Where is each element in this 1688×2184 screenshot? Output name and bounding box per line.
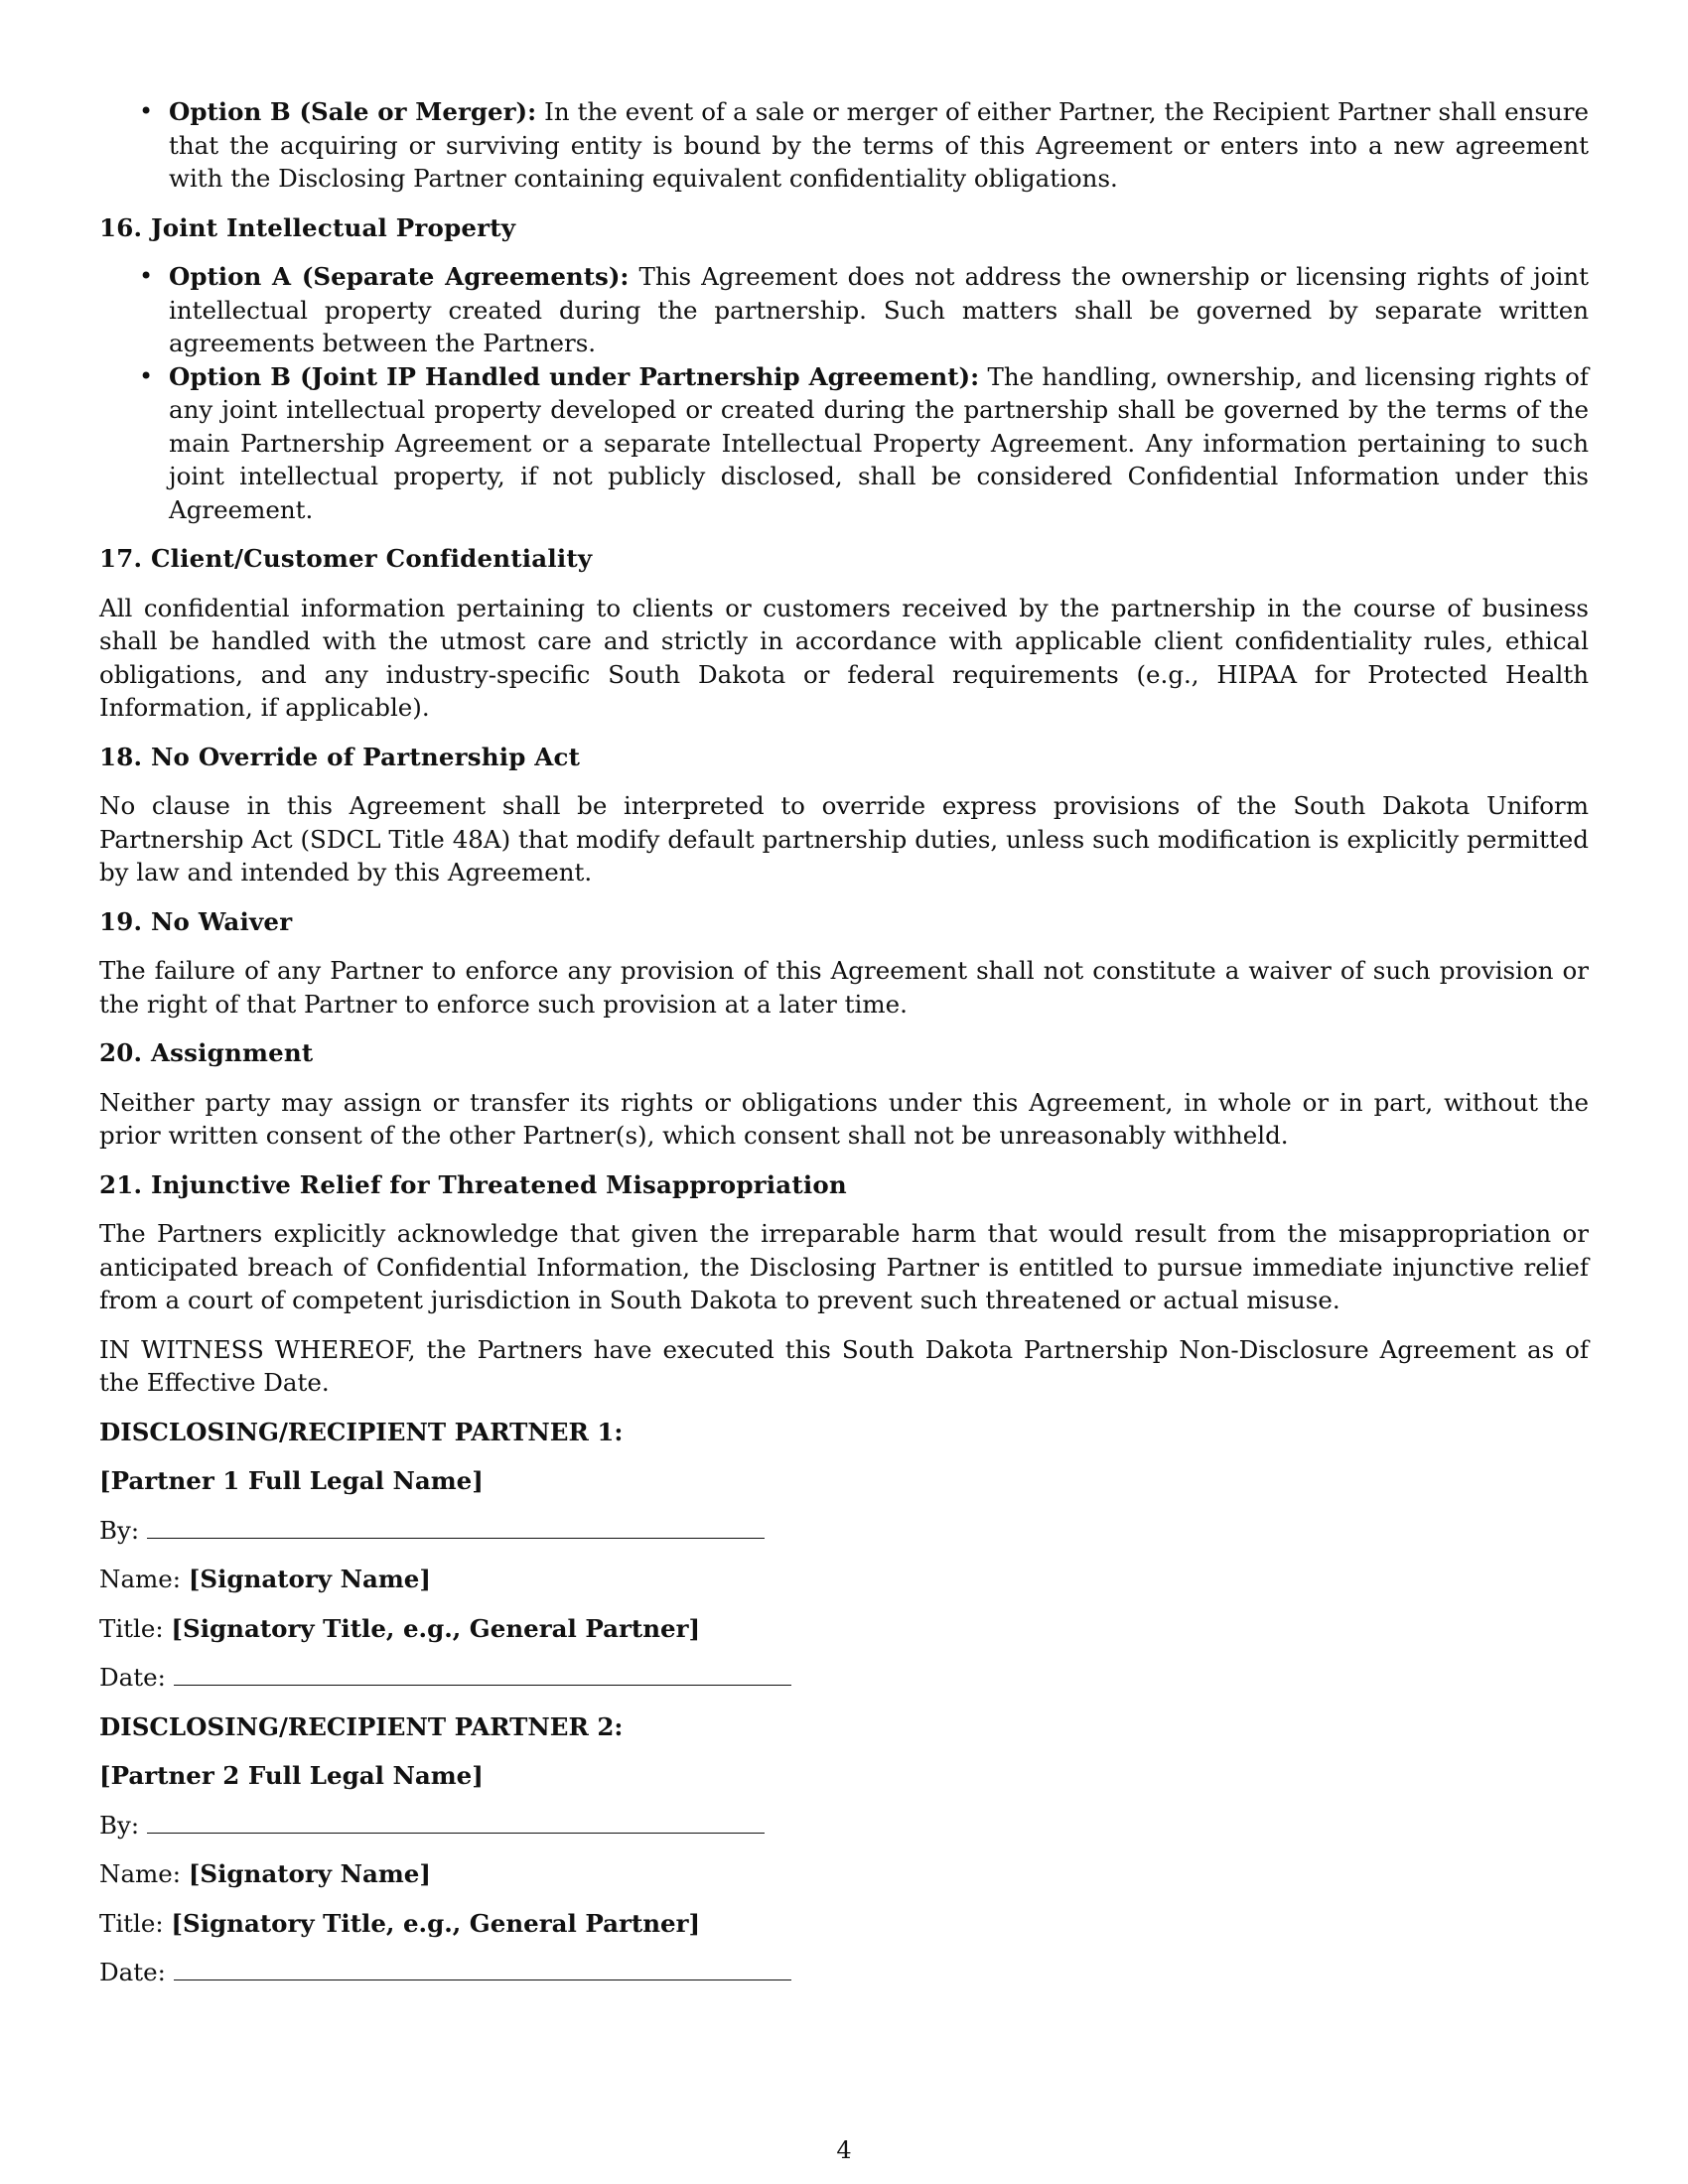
section-20-heading: 20. Assignment <box>99 1038 314 1067</box>
signature-line[interactable] <box>147 1832 765 1834</box>
section-17-heading: 17. Client/Customer Confidentiality <box>99 544 593 573</box>
name-label: Name: <box>99 1565 182 1593</box>
party-name: [Partner 2 Full Legal Name] <box>99 1761 484 1790</box>
name-value: [Signatory Name] <box>188 1859 431 1888</box>
option-label: Option B (Joint IP Handled under Partnership Agreement): <box>169 361 980 391</box>
name-line <box>99 1563 1589 1596</box>
document-page <box>99 95 1589 2005</box>
section-15-options <box>99 95 1589 196</box>
section-16-option-b <box>99 360 1589 527</box>
date-line <box>99 1956 1589 1989</box>
option-text: In the event of a sale or merger of either Partner, the Recipient Partner shall ensure that the acquiring or surviving entity is bound by the terms of this Agreement or enters into a new agreement with the Disclosing Partner containing equivalent confidentiality obligations. <box>169 97 1589 193</box>
section-16-option-a <box>99 260 1589 360</box>
signature-heading: DISCLOSING/RECIPIENT PARTNER 1: <box>99 1417 624 1446</box>
witness-clause: IN WITNESS WHEREOF, the Partners have executed this South Dakota Partnership Non-Disclosure Agreement as of the Effective Date. <box>99 1334 1589 1397</box>
option-text: This Agreement does not address the ownership or licensing rights of joint intellectual property created during the partnership. Such matters shall be governed by separate written agreements between the Partners. <box>169 262 1589 357</box>
date-label: Date: <box>99 1958 166 1986</box>
signature-heading: DISCLOSING/RECIPIENT PARTNER 2: <box>99 1711 624 1741</box>
option-label: Option A (Separate Agreements): <box>169 262 630 291</box>
party-name: [Partner 1 Full Legal Name] <box>99 1466 484 1495</box>
by-label: By: <box>99 1810 140 1840</box>
by-line <box>99 1514 1589 1548</box>
signature-block-partner-2 <box>99 1710 1589 1989</box>
section-16-options <box>99 260 1589 526</box>
section-18-heading: 18. No Override of Partnership Act <box>99 742 581 771</box>
option-text: The handling, ownership, and licensing rights of any joint intellectual property developed or created during the partnership shall be governed by the terms of the main Partnership Agreement or a separate Intellectual Property Agreement. Any information pertaining to such joint intellectual property, if not publicly disclosed, shall be considered Confidential Information under this Agreement. <box>169 361 1590 524</box>
section-20-text: Neither party may assign or transfer its rights or obligations under this Agreement, in whole or in part, without the prior written consent of the other Partner(s), which consent shall not be unreasonably withheld. <box>99 1087 1589 1150</box>
title-value: [Signatory Title, e.g., General Partner] <box>171 1908 701 1938</box>
section-21-heading: 21. Injunctive Relief for Threatened Misappropriation <box>99 1169 847 1199</box>
section-19-text: The failure of any Partner to enforce any provision of this Agreement shall not constitute a waiver of such provision or the right of that Partner to enforce such provision at a later time. <box>99 956 1589 1019</box>
name-value: [Signatory Name] <box>188 1565 431 1593</box>
section-18-text: No clause in this Agreement shall be interpreted to override express provisions of the South Dakota Uniform Partnership Act (SDCL Title 48A) that modify default partnership duties, unless such modification is explicitly permitted by law and intended by this Agreement. <box>99 791 1589 887</box>
section-19-heading: 19. No Waiver <box>99 906 293 936</box>
section-16-heading: 16. Joint Intellectual Property <box>99 212 516 242</box>
title-line <box>99 1612 1589 1646</box>
title-label: Title: <box>99 1908 164 1938</box>
section-15-option-b <box>99 95 1589 196</box>
signature-block-partner-1 <box>99 1416 1589 1695</box>
date-line <box>99 1661 1589 1695</box>
section-17-text: All confidential information pertaining to clients or customers received by the partnership in the course of business shall be handled with the utmost care and strictly in accordance with applicable client confidentiality rules, ethical obligations, and any industry-specific South Dakota or federal requirements (e.g., HIPAA for Protected Health Information, if applicable). <box>99 593 1589 722</box>
title-value: [Signatory Title, e.g., General Partner] <box>171 1613 701 1643</box>
section-21-text: The Partners explicitly acknowledge that given the irreparable harm that would result from the misappropriation or anticipated breach of Confidential Information, the Disclosing Partner is entitled to pursue immediate injunctive relief from a court of competent jurisdiction in South Dakota to prevent such threatened or actual misuse. <box>99 1219 1589 1314</box>
title-line <box>99 1907 1589 1941</box>
name-label: Name: <box>99 1859 182 1888</box>
date-blank[interactable] <box>174 1684 791 1686</box>
date-blank[interactable] <box>174 1979 791 1980</box>
signature-line[interactable] <box>147 1537 765 1539</box>
by-line <box>99 1809 1589 1843</box>
date-label: Date: <box>99 1663 166 1692</box>
by-label: By: <box>99 1515 140 1545</box>
title-label: Title: <box>99 1613 164 1643</box>
name-line <box>99 1857 1589 1891</box>
option-label: Option B (Sale or Merger): <box>169 97 537 126</box>
page-number: 4 <box>836 2136 852 2164</box>
